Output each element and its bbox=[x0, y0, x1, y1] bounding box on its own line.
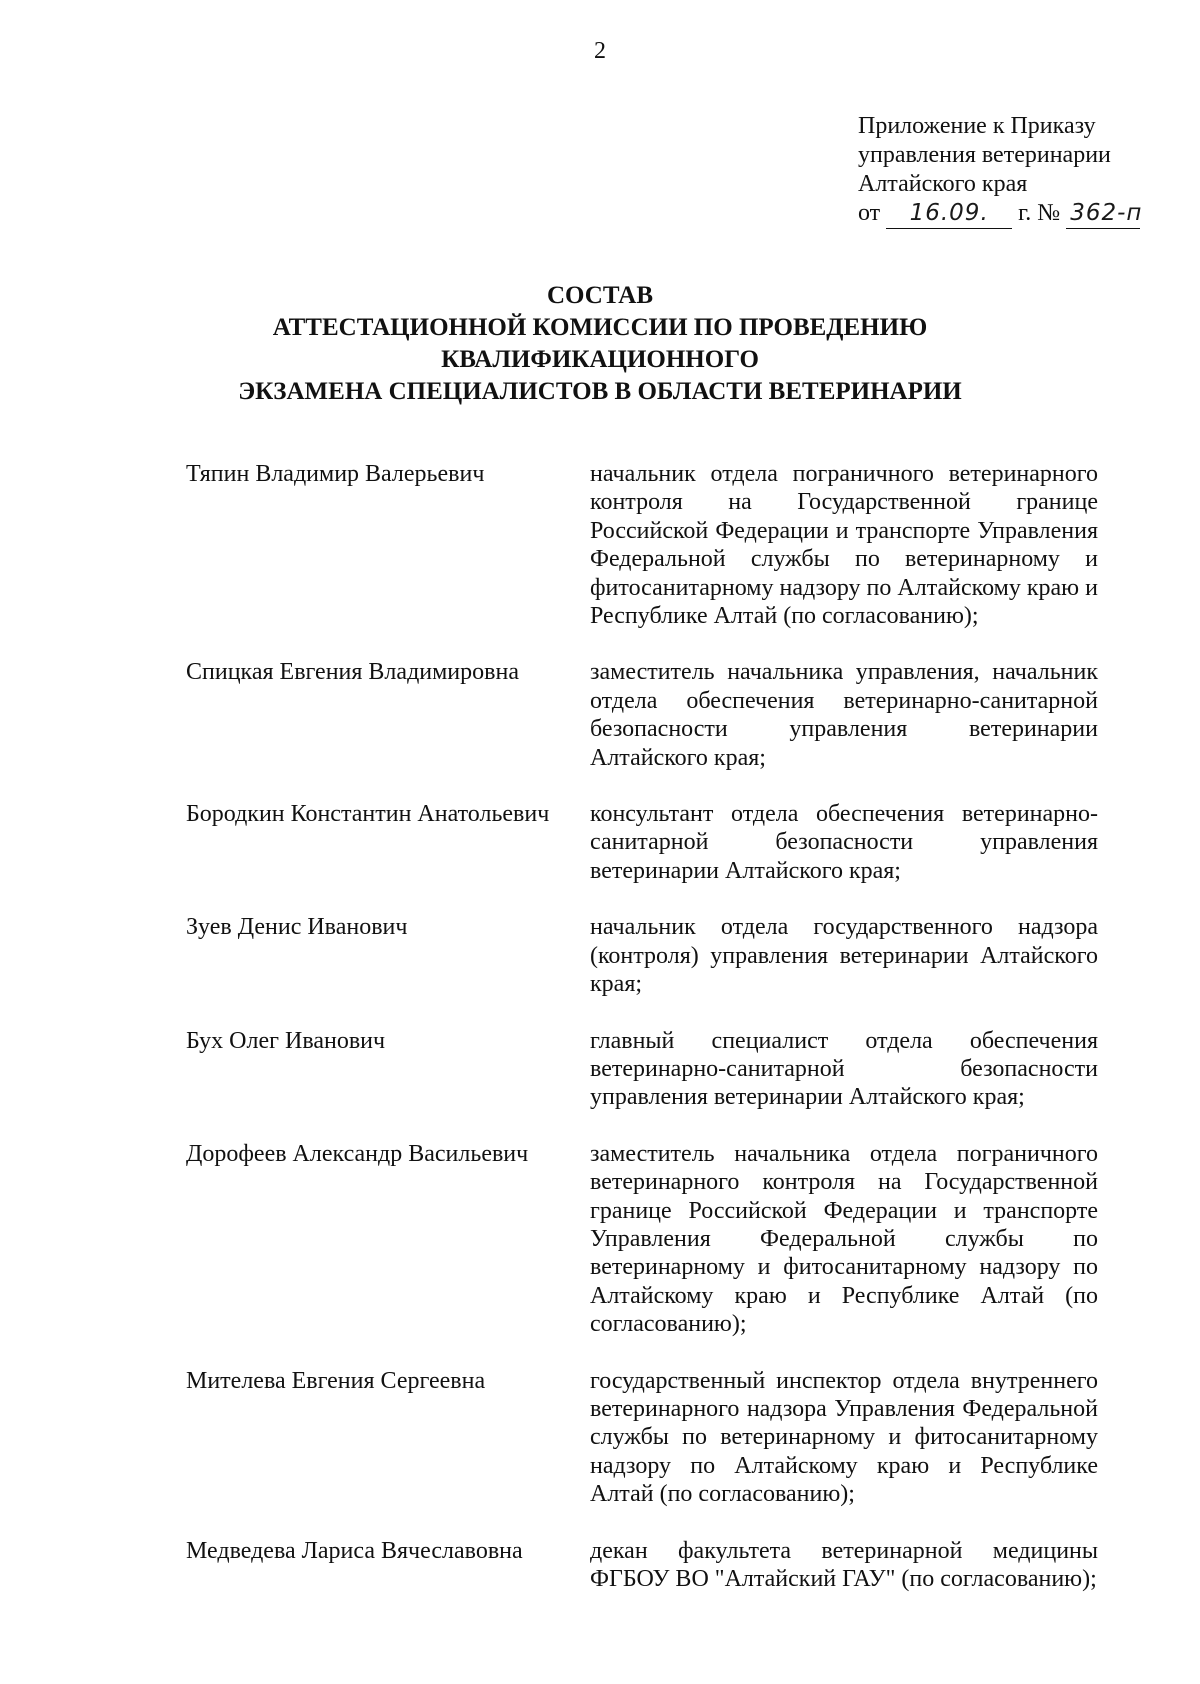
member-name: Тяпин Владимир Валерьевич bbox=[186, 461, 485, 487]
member-name: Медведева Лариса Вячеславовна bbox=[186, 1537, 523, 1564]
title-line-4: ЭКЗАМЕНА СПЕЦИАЛИСТОВ В ОБЛАСТИ ВЕТЕРИНАРИИ bbox=[238, 378, 962, 405]
member-role: начальник отдела пограничного ветеринарного контроля на Государственной границе Российской Федерации и транспорте Управления Федеральной службы по ветеринарному и фитосанитарному надзору по Алтайскому краю и Республике Алтай (по согласованию); bbox=[590, 461, 1098, 630]
appendix-line-1: Приложение к Приказу bbox=[858, 113, 1096, 139]
title-line-2: АТТЕСТАЦИОННОЙ КОМИССИИ ПО ПРОВЕДЕНИЮ bbox=[272, 314, 928, 341]
member-name: Бородкин Константин Анатольевич bbox=[186, 801, 550, 828]
list-item bbox=[186, 1027, 1098, 1112]
member-role: главный специалист отдела обеспечения ветеринарно-санитарной безопасности управления ветеринарии Алтайского края; bbox=[590, 1027, 1098, 1111]
list-item bbox=[186, 800, 1098, 885]
order-date-number-line bbox=[858, 199, 1143, 229]
member-role: заместитель начальника управления, начальник отдела обеспечения ветеринарно-санитарной безопасности управления ветеринарии Алтайского края; bbox=[590, 659, 1098, 771]
title-line-3: КВАЛИФИКАЦИОННОГО bbox=[441, 346, 759, 373]
member-name: Дорофеев Александр Васильевич bbox=[186, 1140, 529, 1167]
document-title bbox=[0, 280, 1200, 408]
date-prefix: от bbox=[858, 200, 881, 226]
list-item bbox=[186, 1140, 1098, 1339]
member-role: государственный инспектор отдела внутреннего ветеринарного надзора Управления Федеральной службы по ветеринарному и фитосанитарному надзору по Алтайскому краю и Республике Алтай (по согласованию); bbox=[590, 1367, 1098, 1508]
member-role: начальник отдела государственного надзора (контроля) управления ветеринарии Алтайского края; bbox=[590, 914, 1098, 998]
member-role: декан факультета ветеринарной медицины ФГБОУ ВО "Алтайский ГАУ" (по согласованию); bbox=[590, 1537, 1098, 1592]
commission-members-list bbox=[186, 460, 1098, 1621]
member-name: Бух Олег Иванович bbox=[186, 1027, 386, 1054]
member-role: заместитель начальника отдела пограничного ветеринарного контроля на Государственной границе Российской Федерации и транспорте Управления Федеральной службы по ветеринарному и фитосанитарному надзору по Алтайскому краю и Республике Алтай (по согласованию); bbox=[590, 1140, 1098, 1338]
appendix-line-3: Алтайского края bbox=[858, 171, 1028, 197]
member-name: Спицкая Евгения Владимировна bbox=[186, 659, 519, 686]
appendix-block bbox=[858, 112, 1143, 229]
list-item bbox=[186, 1537, 1098, 1594]
appendix-line-2: управления ветеринарии bbox=[858, 142, 1111, 168]
member-name: Мителева Евгения Сергеевна bbox=[186, 1367, 486, 1394]
number-prefix: г. № bbox=[1018, 200, 1061, 226]
member-role: консультант отдела обеспечения ветеринарно-санитарной безопасности управления ветеринарии Алтайского края; bbox=[590, 801, 1098, 884]
member-name: Зуев Денис Иванович bbox=[186, 914, 408, 941]
list-item bbox=[186, 460, 1098, 630]
list-item bbox=[186, 913, 1098, 998]
page-number: 2 bbox=[594, 38, 606, 64]
list-item bbox=[186, 658, 1098, 772]
handwritten-number: 362-п bbox=[1066, 199, 1140, 229]
list-item bbox=[186, 1367, 1098, 1509]
handwritten-date: 16.09. bbox=[886, 199, 1012, 229]
title-line-1: СОСТАВ bbox=[546, 282, 654, 309]
